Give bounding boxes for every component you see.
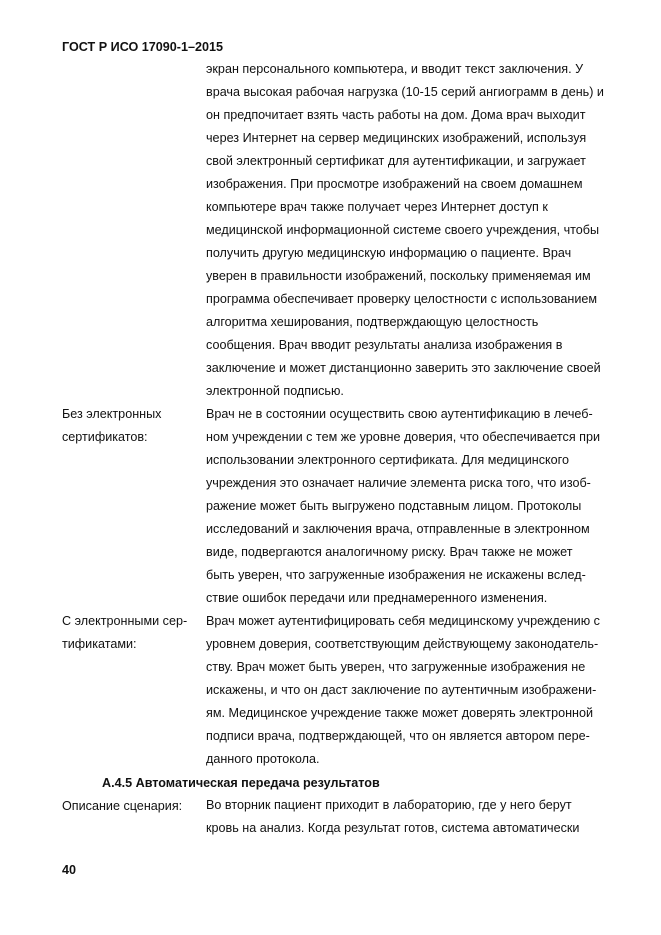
text-line: программа обеспечивает проверку целостности с использованием: [206, 292, 598, 306]
text-line: ражение может быть выгружено подставным лицом. Протоколы: [206, 499, 582, 513]
text-line: компьютере врач также получает через Интернет доступ к: [206, 200, 548, 214]
text-line: сообщения. Врач вводит результаты анализа изображения в: [206, 338, 563, 352]
text-line: свой электронный сертификат для аутентификации, и загружает: [206, 154, 586, 168]
text-line: Во вторник пациент приходит в лабораторию, где у него берут: [206, 798, 572, 812]
text-line: электронной подписью.: [206, 384, 344, 398]
label-scenario-description: [62, 795, 202, 818]
text-line: подписи врача, подтверждающей, что он является автором пере-: [206, 729, 590, 743]
label-with-certificates: [62, 610, 202, 656]
text-line: ям. Медицинское учреждение также может доверять электронной: [206, 706, 594, 720]
page-number: 40: [62, 863, 77, 877]
body-column: [206, 58, 630, 840]
text-line: Врач может аутентифицировать себя медицинскому учреждению с: [206, 614, 600, 628]
text-line: заключение и может дистанционно заверить это заключение своей: [206, 361, 601, 375]
text-line: быть уверен, что загруженные изображения не искажены вслед-: [206, 568, 586, 582]
text-line: виде, подвергаются аналогичному риску. Врач также не может: [206, 545, 573, 559]
text-line: ству. Врач может быть уверен, что загруженные изображения не: [206, 660, 586, 674]
paragraph-without-certificates: [206, 403, 630, 610]
text-line: сертификатов:: [62, 430, 148, 444]
text-line: использовании электронного сертификата. Для медицинского: [206, 453, 569, 467]
text-line: он предпочитает взять часть работы на дом. Дома врач выходит: [206, 108, 586, 122]
paragraph-with-certificates: [206, 610, 630, 771]
text-line: искажены, и что он даст заключение по аутентичным изображени-: [206, 683, 597, 697]
paragraph-scenario-description: [206, 794, 630, 840]
text-line: уверен в правильности изображений, поскольку применяемая им: [206, 269, 591, 283]
paragraph-scenario-continuation: [206, 58, 630, 403]
text-line: Врач не в состоянии осуществить свою аутентификацию в лечеб-: [206, 407, 593, 421]
section-heading: А.4.5 Автоматическая передача результатов: [102, 776, 380, 790]
text-line: уровнем доверия, соответствующим действующему законодатель-: [206, 637, 599, 651]
text-line: врача высокая рабочая нагрузка (10-15 серий ангиограмм в день) и: [206, 85, 604, 99]
text-line: С электронными сер-: [62, 614, 188, 628]
text-line: кровь на анализ. Когда результат готов, система автоматически: [206, 821, 580, 835]
text-line: изображения. При просмотре изображений на своем домашнем: [206, 177, 583, 191]
text-line: ствие ошибок передачи или преднамеренного изменения.: [206, 591, 548, 605]
text-line: тификатами:: [62, 637, 137, 651]
document-header: ГОСТ Р ИСО 17090-1–2015: [62, 40, 224, 54]
text-line: алгоритма хеширования, подтверждающую целостность: [206, 315, 539, 329]
text-line: Без электронных: [62, 407, 162, 421]
text-line: исследований и заключения врача, отправленные в электронном: [206, 522, 590, 536]
text-line: Описание сценария:: [62, 799, 183, 813]
text-line: экран персонального компьютера, и вводит текст заключения. У: [206, 62, 584, 76]
text-line: учреждения это означает наличие элемента риска того, что изоб-: [206, 476, 591, 490]
label-without-certificates: [62, 403, 202, 449]
text-line: медицинской информационной системе своего учреждения, чтобы: [206, 223, 600, 237]
text-line: получить другую медицинскую информацию о пациенте. Врач: [206, 246, 572, 260]
text-line: через Интернет на сервер медицинских изображений, используя: [206, 131, 587, 145]
text-line: ном учреждении с тем же уровне доверия, что обеспечивается при: [206, 430, 601, 444]
text-line: данного протокола.: [206, 752, 320, 766]
